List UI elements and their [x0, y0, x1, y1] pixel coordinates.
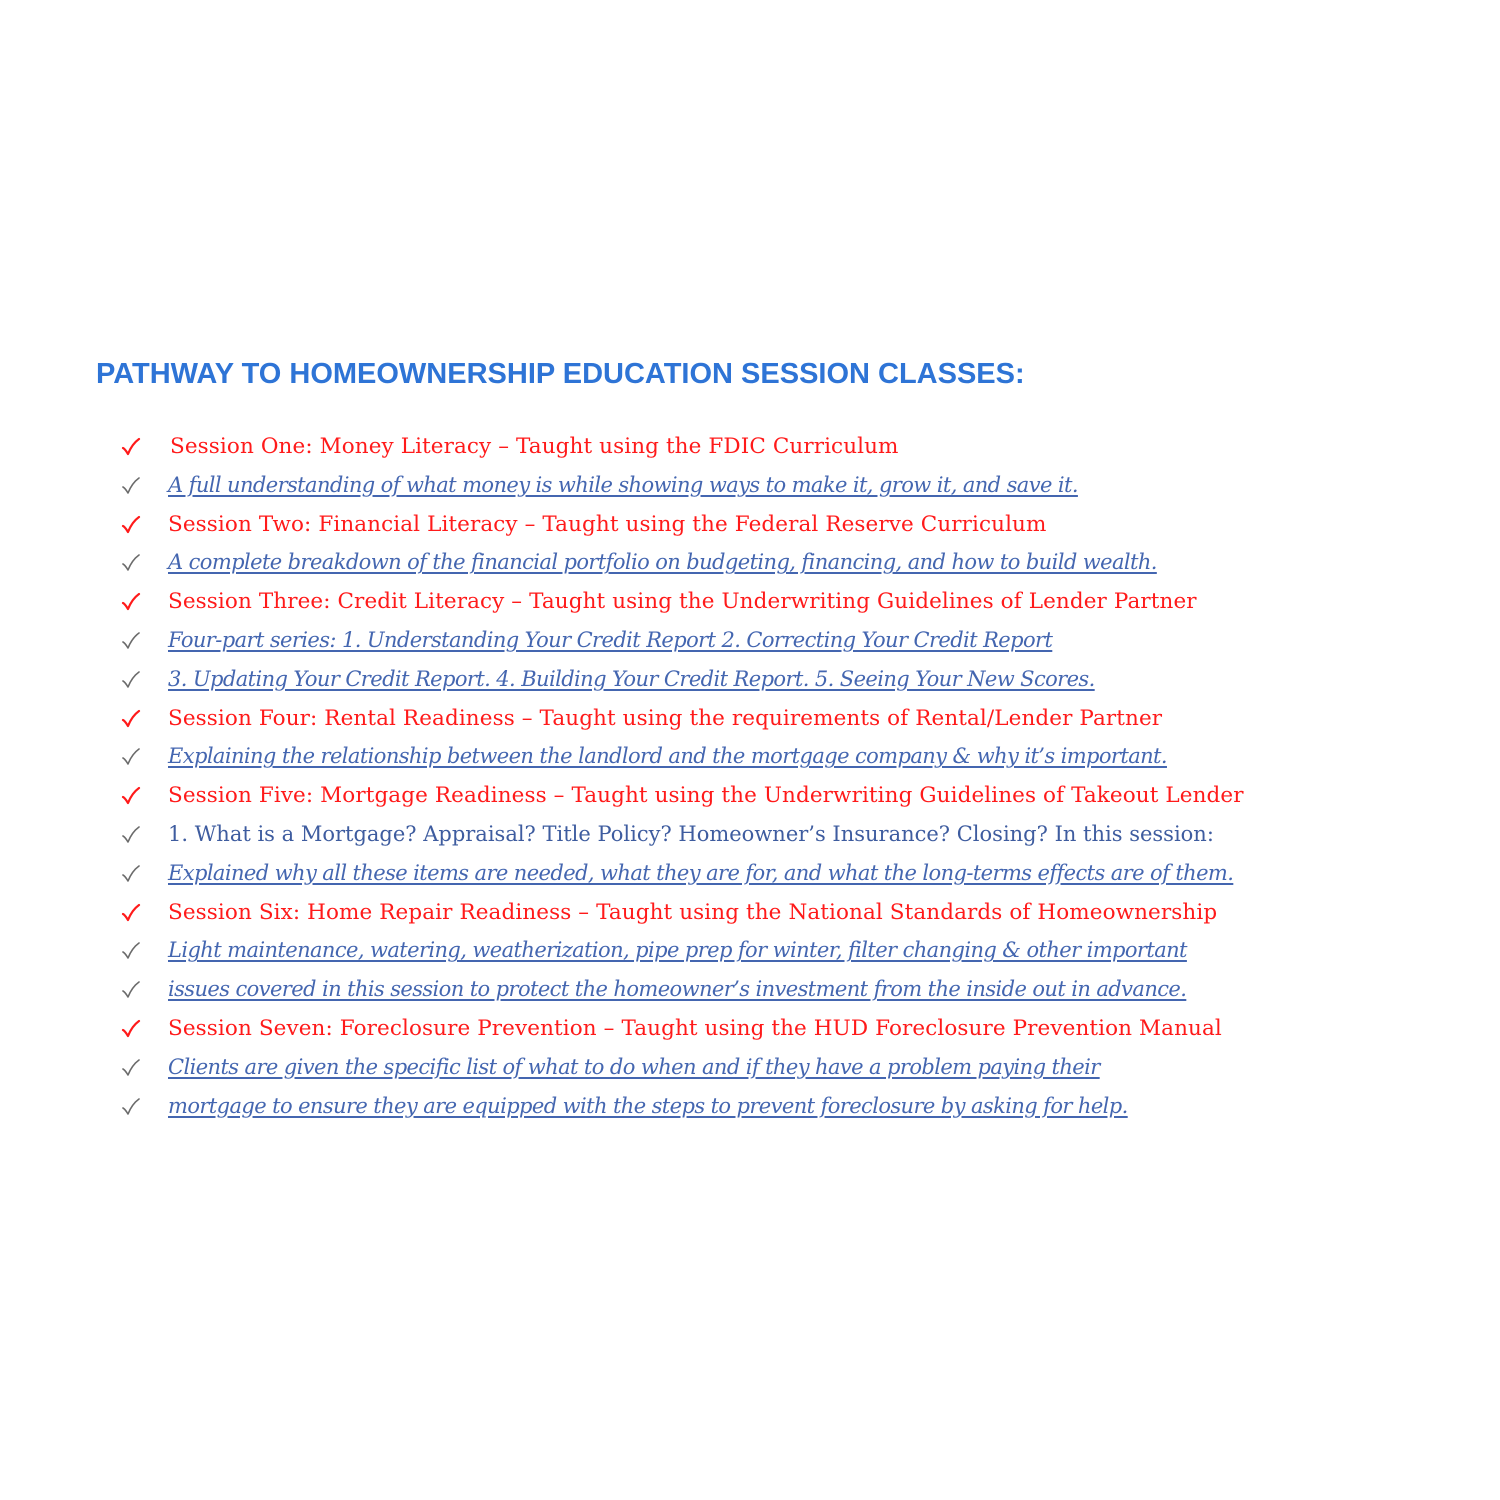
- check-mark-icon: [121, 708, 143, 732]
- session-detail-text: A full understanding of what money is while showing ways to make it, grow it, and save it.: [168, 472, 1078, 497]
- session-heading-text: Session Five: Mortgage Readiness – Taught using the Underwriting Guidelines of Takeout Lender: [168, 783, 1244, 809]
- session-heading-row: [0, 432, 1500, 471]
- check-mark-icon: [121, 940, 143, 964]
- session-heading-row: [0, 898, 1500, 937]
- check-mark-icon: [121, 902, 143, 926]
- check-mark-icon: [121, 436, 143, 460]
- page-title: PATHWAY TO HOMEOWNERSHIP EDUCATION SESSION CLASSES:: [96, 358, 1025, 390]
- check-mark-icon: [121, 514, 143, 538]
- session-heading-row: [0, 704, 1500, 743]
- check-mark-icon: [121, 863, 143, 887]
- session-heading-row: [0, 587, 1500, 626]
- session-detail-row: [0, 471, 1500, 510]
- session-detail-row: [0, 1053, 1500, 1092]
- session-heading-text: Session Two: Financial Literacy – Taught using the Federal Reserve Curriculum: [168, 511, 1047, 537]
- check-mark-icon: [121, 630, 143, 654]
- session-checklist: [0, 432, 1500, 1130]
- session-heading-text: Session Three: Credit Literacy – Taught using the Underwriting Guidelines of Lender Partner: [168, 589, 1197, 615]
- session-detail-row: [0, 742, 1500, 781]
- session-heading-text: Session Six: Home Repair Readiness – Taught using the National Standards of Homeownership: [168, 899, 1218, 925]
- check-mark-icon: [121, 475, 143, 499]
- check-mark-icon: [121, 1018, 143, 1042]
- session-heading-text: Session Seven: Foreclosure Prevention – Taught using the HUD Foreclosure Prevention Manual: [168, 1015, 1222, 1041]
- session-heading-row: [0, 510, 1500, 549]
- session-detail-row: [0, 936, 1500, 975]
- check-mark-icon: [121, 669, 143, 693]
- session-detail-row: [0, 975, 1500, 1014]
- session-detail-text: Clients are given the specific list of what to do when and if they have a problem paying their: [168, 1054, 1100, 1079]
- session-detail-text: Explained why all these items are needed, what they are for, and what the long-terms effects are of them.: [168, 860, 1234, 885]
- session-detail-text: A complete breakdown of the financial portfolio on budgeting, financing, and how to build wealth.: [168, 550, 1157, 575]
- session-heading-row: [0, 1014, 1500, 1053]
- session-detail-text: 3. Updating Your Credit Report. 4. Building Your Credit Report. 5. Seeing Your New Scores.: [168, 666, 1095, 691]
- session-heading-text: Session One: Money Literacy – Taught using the FDIC Curriculum: [170, 434, 899, 459]
- session-detail-text: Four-part series: 1. Understanding Your Credit Report 2. Correcting Your Credit Report: [168, 627, 1053, 652]
- session-detail-row: [0, 859, 1500, 898]
- session-detail-row: [0, 820, 1500, 859]
- check-mark-icon: [121, 824, 143, 848]
- session-detail-text: 1. What is a Mortgage? Appraisal? Title Policy? Homeowner’s Insurance? Closing? In this session:: [168, 821, 1214, 846]
- check-mark-icon: [121, 1096, 143, 1120]
- session-heading-row: [0, 781, 1500, 820]
- session-detail-row: [0, 665, 1500, 704]
- session-detail-row: [0, 626, 1500, 665]
- session-detail-row: [0, 1092, 1500, 1131]
- session-detail-text: Light maintenance, watering, weatherization, pipe prep for winter, filter changing & other important: [168, 938, 1187, 963]
- check-mark-icon: [121, 591, 143, 615]
- check-mark-icon: [121, 1057, 143, 1081]
- session-detail-text: mortgage to ensure they are equipped with the steps to prevent foreclosure by asking for help.: [168, 1093, 1128, 1118]
- check-mark-icon: [121, 552, 143, 576]
- session-heading-text: Session Four: Rental Readiness – Taught using the requirements of Rental/Lender Partner: [168, 705, 1163, 731]
- check-mark-icon: [121, 746, 143, 770]
- check-mark-icon: [121, 979, 143, 1003]
- session-detail-row: [0, 548, 1500, 587]
- session-detail-text: Explaining the relationship between the landlord and the mortgage company & why it’s important.: [168, 744, 1167, 769]
- session-detail-text: issues covered in this session to protect the homeowner’s investment from the inside out in advance.: [168, 977, 1187, 1002]
- check-mark-icon: [121, 785, 143, 809]
